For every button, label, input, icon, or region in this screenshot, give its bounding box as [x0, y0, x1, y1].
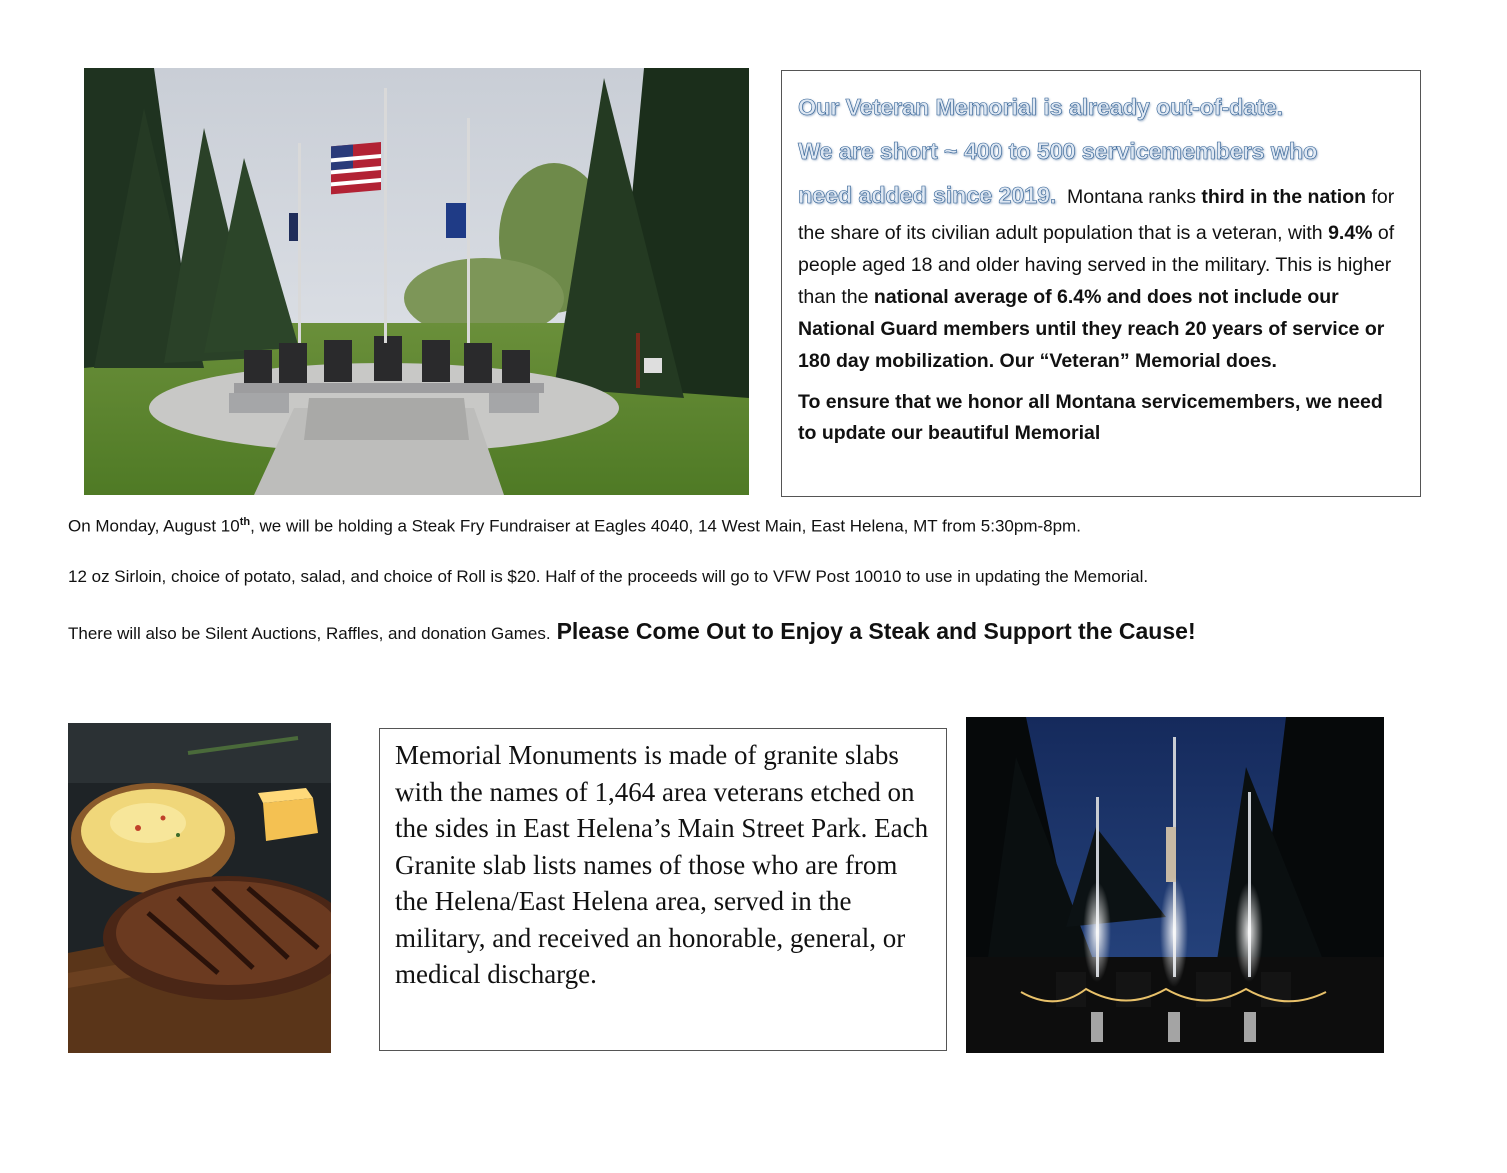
headline-line-1: Our Veteran Memorial is already out-of-date.	[798, 94, 1283, 120]
event-extras-text: There will also be Silent Auctions, Raffles, and donation Games.	[68, 624, 551, 643]
info-text-a: Montana ranks	[1066, 186, 1202, 208]
event-call-to-action: Please Come Out to Enjoy a Steak and Support the Cause!	[556, 618, 1196, 644]
event-line-date	[68, 516, 1081, 537]
info-text-c: for the share of its civilian adult population that is a veteran, with	[798, 186, 1395, 244]
info-text-b: third in the nation	[1201, 186, 1367, 208]
memorial-night-photo	[966, 717, 1384, 1053]
event-location-text: , we will be holding a Steak Fry Fundraiser at Eagles 4040, 14 West Main, East Helena, MT from 5:30pm-8pm.	[250, 516, 1081, 536]
monument-description-box	[379, 728, 947, 1051]
event-line-menu: 12 oz Sirloin, choice of potato, salad, and choice of Roll is $20. Half of the proceeds will go to VFW Post 10010 to use in updating the Memorial.	[68, 567, 1149, 586]
event-date-text: On Monday, August 10	[68, 516, 240, 536]
memorial-day-photo	[84, 68, 749, 495]
info-text-f: national average of 6.4% and does not include our National Guard members until they reach 20 years of service or 180 day mobilization. Our “Veteran” Memorial does.	[798, 286, 1385, 372]
info-paragraph-2: To ensure that we honor all Montana servicemembers, we need to update our beautiful Memorial	[798, 391, 1383, 444]
event-date-suffix: th	[239, 516, 251, 528]
headline-line-3: need added since 2019.	[798, 182, 1057, 208]
monument-description-text: Memorial Monuments is made of granite slabs with the names of 1,464 area veterans etched on the sides in East Helena’s Main Street Park. Each Granite slab lists names of those who are from the Helena/East Helena area, served in the military, and received an honorable, general, or medical discharge.	[395, 740, 929, 989]
memorial-info-box	[781, 70, 1421, 497]
event-line-extras	[68, 618, 1196, 645]
headline-line-2: We are short ~ 400 to 500 servicemembers who	[798, 138, 1318, 164]
info-text-d: 9.4%	[1328, 222, 1373, 244]
info-text-e: of people aged 18 and older having served in the military. This is higher than the	[798, 222, 1395, 308]
steak-photo	[68, 723, 331, 1053]
info-paragraph	[798, 173, 1404, 377]
